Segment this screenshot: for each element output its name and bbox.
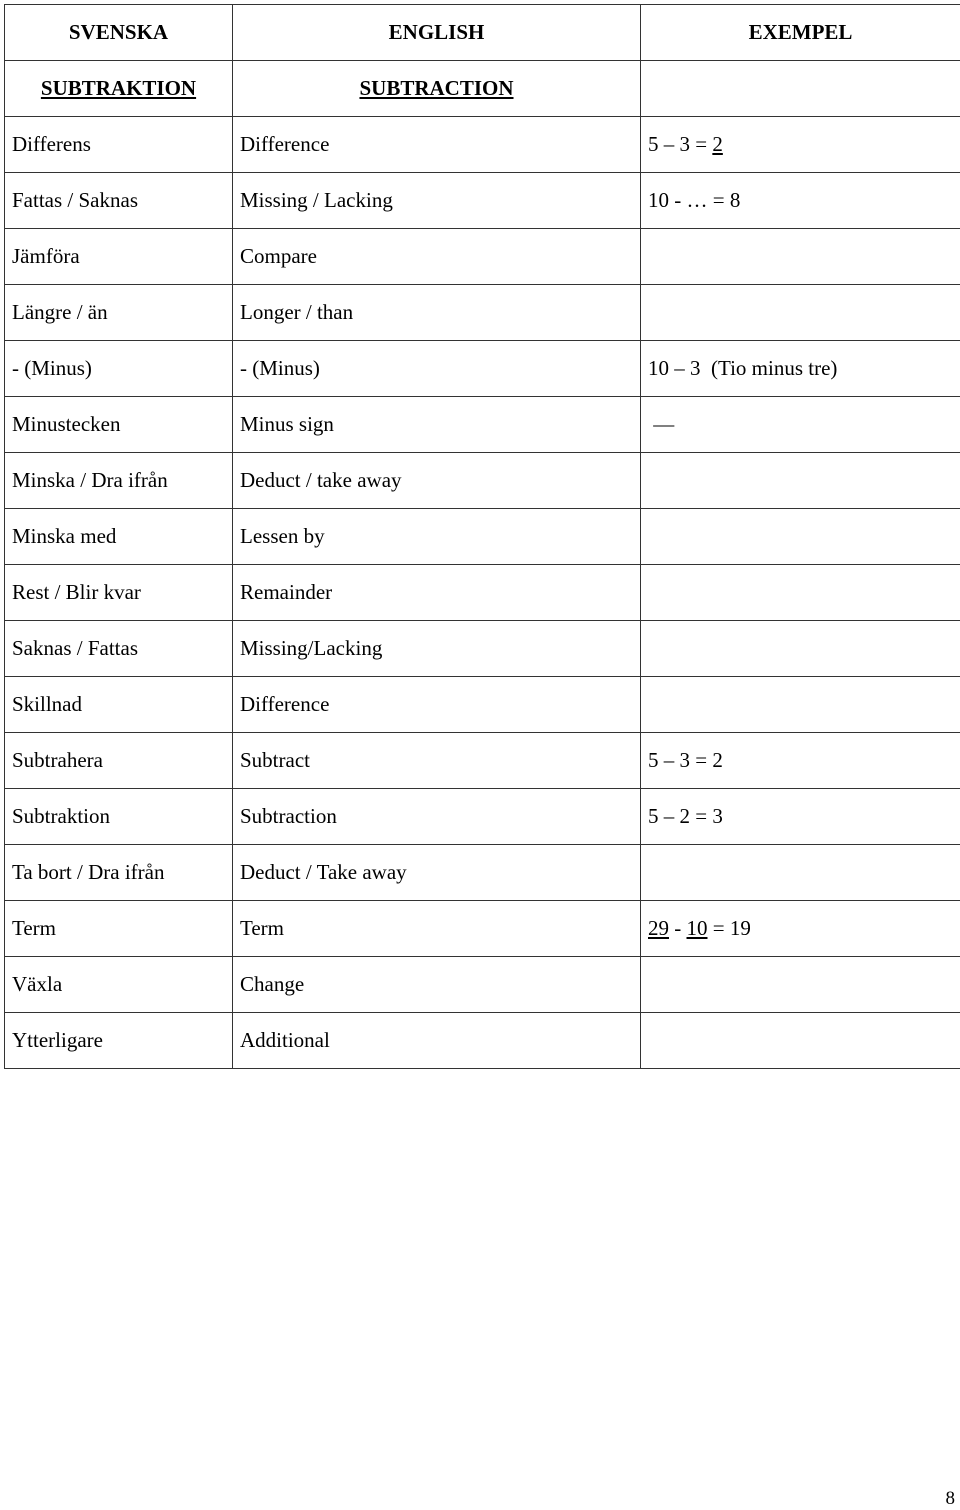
example-text: 5 – 3 = [648, 132, 712, 156]
swedish-term: Term [5, 901, 233, 957]
english-term: Change [233, 957, 641, 1013]
swedish-term: Minska med [5, 509, 233, 565]
section-title-en: SUBTRACTION [233, 61, 641, 117]
swedish-term: Differens [5, 117, 233, 173]
example-text: 5 – 3 = 2 [648, 748, 723, 772]
table-row [5, 733, 960, 789]
english-term: Subtraction [233, 789, 641, 845]
table-row [5, 173, 960, 229]
table-row [5, 285, 960, 341]
example-cell [641, 677, 960, 733]
table-row [5, 789, 960, 845]
table-row [5, 901, 960, 957]
example-cell [641, 285, 960, 341]
table-row [5, 397, 960, 453]
example-cell [641, 229, 960, 285]
table-row [5, 845, 960, 901]
swedish-term: - (Minus) [5, 341, 233, 397]
example-text: 29 [648, 916, 669, 940]
english-term: Deduct / take away [233, 453, 641, 509]
example-cell [641, 901, 960, 957]
example-cell [641, 565, 960, 621]
english-term: Lessen by [233, 509, 641, 565]
example-text: = 19 [708, 916, 751, 940]
header-svenska: SVENSKA [5, 5, 233, 61]
swedish-term: Minska / Dra ifrån [5, 453, 233, 509]
example-cell [641, 789, 960, 845]
table-row [5, 453, 960, 509]
english-term: Longer / than [233, 285, 641, 341]
section-title-sv: SUBTRAKTION [5, 61, 233, 117]
page-number: 8 [946, 1488, 956, 1510]
english-term: Minus sign [233, 397, 641, 453]
vocabulary-table [4, 4, 960, 1069]
example-text: 10 [687, 916, 708, 940]
example-text: 2 [712, 132, 723, 156]
english-term: Difference [233, 117, 641, 173]
example-cell [641, 957, 960, 1013]
example-text: 10 - … = 8 [648, 188, 740, 212]
english-term: Subtract [233, 733, 641, 789]
table-row [5, 677, 960, 733]
example-cell [641, 845, 960, 901]
example-text: - [669, 916, 687, 940]
english-term: Missing/Lacking [233, 621, 641, 677]
table-row [5, 229, 960, 285]
english-term: Additional [233, 1013, 641, 1069]
header-row [5, 5, 960, 61]
swedish-term: Jämföra [5, 229, 233, 285]
section-row [5, 61, 960, 117]
english-term: Deduct / Take away [233, 845, 641, 901]
english-term: Remainder [233, 565, 641, 621]
example-text: 5 – 2 = 3 [648, 804, 723, 828]
english-term: - (Minus) [233, 341, 641, 397]
example-cell [641, 173, 960, 229]
swedish-term: Ytterligare [5, 1013, 233, 1069]
table-row [5, 1013, 960, 1069]
example-cell [641, 397, 960, 453]
example-cell [641, 453, 960, 509]
example-cell [641, 117, 960, 173]
english-term: Difference [233, 677, 641, 733]
example-text: — [648, 412, 674, 436]
example-cell [641, 509, 960, 565]
section-example-empty [641, 61, 960, 117]
swedish-term: Längre / än [5, 285, 233, 341]
header-english: ENGLISH [233, 5, 641, 61]
swedish-term: Saknas / Fattas [5, 621, 233, 677]
swedish-term: Fattas / Saknas [5, 173, 233, 229]
swedish-term: Ta bort / Dra ifrån [5, 845, 233, 901]
header-exempel: EXEMPEL [641, 5, 960, 61]
example-cell [641, 733, 960, 789]
table-row [5, 509, 960, 565]
table-row [5, 565, 960, 621]
table-row [5, 341, 960, 397]
swedish-term: Subtrahera [5, 733, 233, 789]
swedish-term: Rest / Blir kvar [5, 565, 233, 621]
example-cell [641, 621, 960, 677]
table-row [5, 957, 960, 1013]
english-term: Term [233, 901, 641, 957]
table-row [5, 117, 960, 173]
english-term: Missing / Lacking [233, 173, 641, 229]
table-row [5, 621, 960, 677]
swedish-term: Subtraktion [5, 789, 233, 845]
example-cell [641, 1013, 960, 1069]
swedish-term: Skillnad [5, 677, 233, 733]
swedish-term: Växla [5, 957, 233, 1013]
example-text: 10 – 3 (Tio minus tre) [648, 356, 837, 380]
example-cell [641, 341, 960, 397]
swedish-term: Minustecken [5, 397, 233, 453]
english-term: Compare [233, 229, 641, 285]
